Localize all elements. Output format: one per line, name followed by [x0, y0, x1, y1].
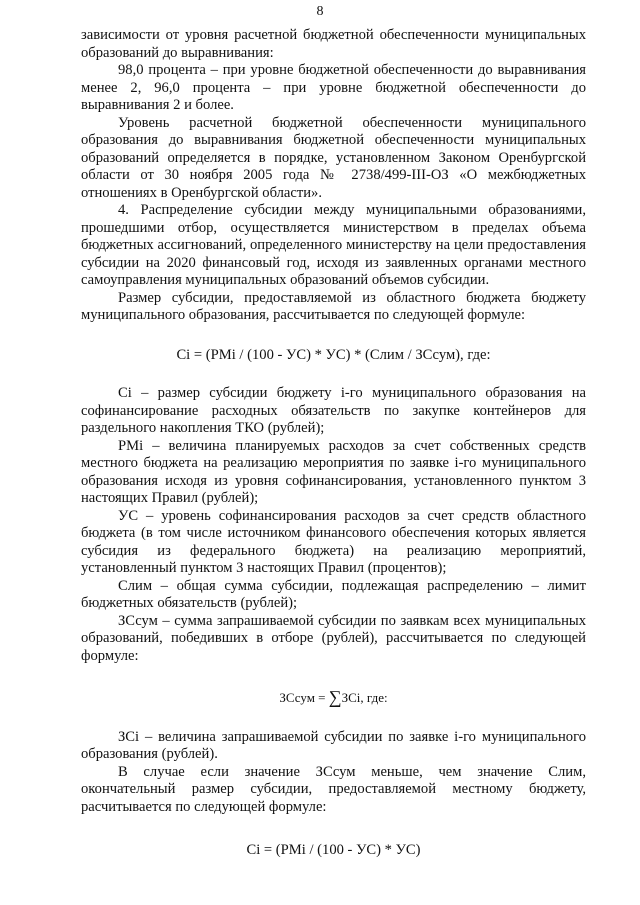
paragraph: PMi – величина планируемых расходов за счет собственных средств местного бюджета на реализацию мероприятия по заявке i-го муниципального образования исходя из уровня софинансирования, установленного пунктом 3 настоящих Правил (рублей);	[81, 437, 586, 506]
sigma-symbol: ∑	[328, 687, 342, 707]
formula-final-subsidy: Сi = (PMi / (100 - УС) * УС)	[246, 842, 421, 858]
paragraph: Уровень расчетной бюджетной обеспеченности муниципального образования до выравнивания бюджетной обеспеченности муниципальных образований определяется в порядке, установленном Законом Оренбургской области от 30 ноября 2005 года № 2738/499-III-ОЗ «О межбюджетных отношениях в Оренбургской области».	[81, 114, 586, 201]
document-body	[81, 27, 586, 860]
paragraph: зависимости от уровня расчетной бюджетной обеспеченности муниципальных образований до выравнивания:	[81, 27, 586, 61]
formula-sum	[81, 688, 586, 707]
paragraph: В случае если значение ЗСсум меньше, чем значение Слим, окончательный размер субсидии, предоставляемой местному бюджету, расчитывается по следующей формуле:	[81, 763, 586, 815]
paragraph: Слим – общая сумма субсидии, подлежащая распределению – лимит бюджетных обязательств (рублей);	[81, 577, 586, 611]
paragraph: Сi – размер субсидии бюджету i-го муниципального образования на софинансирование расходных обязательств по закупке контейнеров для раздельного накопления ТКО (рублей);	[81, 385, 586, 436]
paragraph: ЗСi – величина запрашиваемой субсидии по заявке i-го муниципального образования (рублей).	[81, 728, 586, 762]
paragraph: 98,0 процента – при уровне бюджетной обеспеченности до выравнивания менее 2, 96,0 процента – при уровне бюджетной обеспеченности до выравнивания 2 и более.	[81, 62, 586, 113]
formula-sum-lhs: ЗСсум =	[279, 690, 326, 705]
paragraph: ЗСсум – сумма запрашиваемой субсидии по заявкам всех муниципальных образований, победивших в отборе (рублей), рассчитывается по следующей формуле:	[81, 612, 586, 664]
paragraph: 4. Распределение субсидии между муниципальными образованиями, прошедшими отбор, осуществляется министерством в пределах объема бюджетных ассигнований, определенного министерству на цели предоставления субсидии на 2020 финансовый год, исходя из заявленных органами местного самоуправления муниципальных образований объемов субсидии.	[81, 202, 586, 288]
formula-subsidy: Сi = (PMi / (100 - УС) * УС) * (Слим / ЗСсум), где:	[176, 346, 491, 363]
page-number: 8	[316, 4, 324, 19]
paragraph: Размер субсидии, предоставляемой из областного бюджета бюджету муниципального образования, рассчитывается по следующей формуле:	[81, 289, 586, 323]
paragraph: УС – уровень софинансирования расходов за счет средств областного бюджета (в том числе источником финансового обеспечения которых является субсидия из федерального бюджета) на реализацию мероприятий, установленный пунктом 3 настоящих Правил (процентов);	[81, 507, 586, 576]
formula-sum-rhs: ЗСi, где:	[341, 690, 388, 705]
